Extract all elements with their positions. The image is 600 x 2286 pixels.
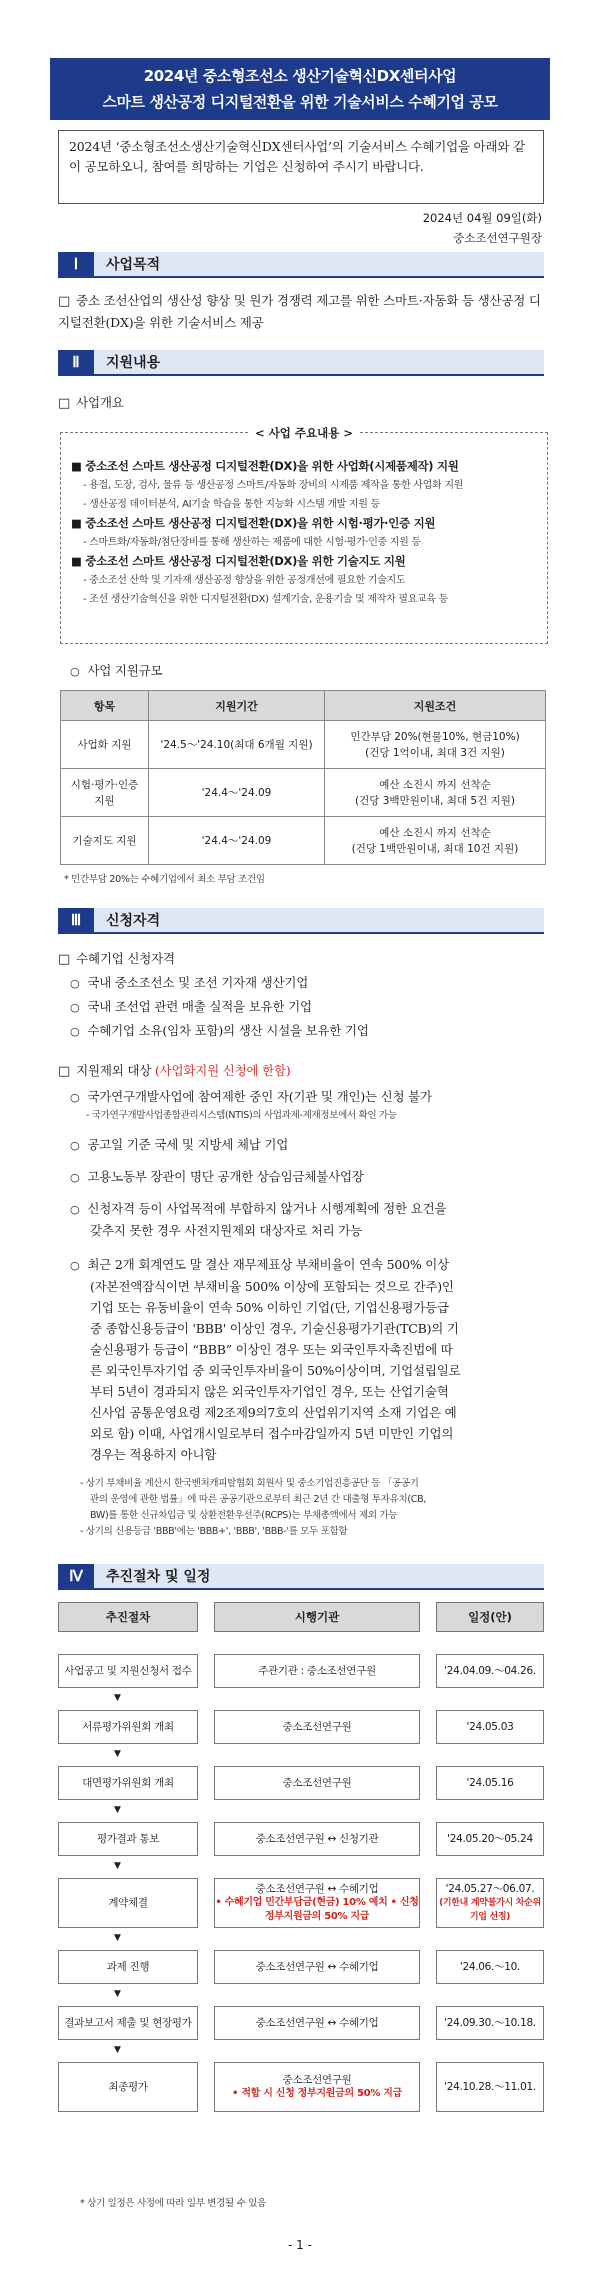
flow-header-cell: 일정(안) [436,1602,544,1632]
purpose-text: 중소 조선산업의 생산성 향상 및 원가 경쟁력 제고를 위한 스마트·자동화 등 생산공정 디지털전환(DX)을 위한 기술서비스 제공 [58,293,541,330]
section-title: 지원내용 [94,350,544,374]
flow-cell-text: 계약체결 [108,1897,148,1909]
circle-bullet-icon: ○ [70,1001,80,1014]
down-arrow-icon: ▼ [114,1989,121,1999]
flow-cell-text: 과제 진행 [106,1961,150,1973]
flow-schedule-cell [436,2006,544,2040]
flow-cell-text: 중소조선연구원 ↔ 수혜기업 [255,1883,379,1895]
summary-item-head: ■ 중소조선 스마트 생산공정 디지털전환(DX)을 위한 사업화(시제품제작) 지원 [71,459,459,473]
flow-step-cell [58,1766,198,1800]
down-arrow-icon: ▼ [114,2045,121,2055]
table-header-cell: 항목 [61,691,149,721]
table-note: * 민간부담 20%는 수혜기업에서 최소 부담 조건임 [64,874,265,885]
debt-rule-line: 른 외국인투자기업 중 외국인투자비율이 50%이상이며, 기업설립일로 [90,1363,461,1378]
exclusion-item-text: 고용노동부 장관이 명단 공개한 상습임금체불사업장 [87,1169,364,1184]
table-row [61,817,546,865]
debt-rule-line: 부터 5년이 경과되지 않은 외국인투자기업인 경우, 또는 산업기술혁 [90,1384,449,1399]
exclusion-item [70,1086,432,1108]
flow-agency-cell [214,2006,420,2040]
circle-bullet-icon: ○ [70,977,80,990]
eligibility-label [58,948,175,970]
issuing-organization: 중소조선연구원장 [453,231,542,245]
section-header-support [58,350,544,376]
page-number: - 1 - [288,2238,312,2252]
down-arrow-icon: ▼ [114,1861,121,1871]
flow-cell-subtext: • 적합 시 신청 정부지원금의 50% 지급 [232,2088,402,2099]
section-header-purpose [58,252,544,278]
flow-step-cell [58,1822,198,1856]
exclusion-label [58,1060,291,1082]
flow-cell-text: 중소조선연구원 [282,1721,352,1733]
flow-cell-text: '24.05.03 [466,1721,514,1733]
section-number: Ⅳ [58,1564,94,1588]
flow-cell-text: 사업공고 및 지원신청서 접수 [64,1665,192,1677]
purpose-paragraph [58,290,544,333]
summary-item-sub: - 스마트화/자동화/첨단장비를 통해 생산하는 제품에 대한 시험·평가·인증 지원 등 [83,537,421,548]
table-header-cell: 지원기간 [149,691,325,721]
summary-item-sub: - 중소조선 산학 및 기자재 생산공정 향상을 위한 공정개선에 필요한 기술지도 [83,575,406,586]
debt-rule-line: 기업 또는 유동비율이 연속 50% 이하인 기업(단, 기업신용평가등급 [90,1300,449,1315]
table-header-cell: 지원조건 [325,691,546,721]
flow-cell-subtext: (기한내 계약불가시 차순위 기업 선정) [439,1898,541,1922]
exclusion-item-text: 공고일 기준 국세 및 지방세 체납 기업 [87,1137,289,1152]
table-cell-period: '24.4～'24.09 [149,817,325,865]
flow-schedule-cell [436,1950,544,1984]
exclusion-item-text: 갖추지 못한 경우 사전지원제외 대상자로 처리 가능 [90,1223,363,1238]
section-header-procedure [58,1564,544,1590]
flow-cell-text: 중소조선연구원 ↔ 신청기관 [255,1833,379,1845]
flow-cell-text: '24.05.16 [466,1777,514,1789]
flow-step-cell [58,1654,198,1688]
circle-bullet-icon: ○ [70,1025,80,1038]
exclusion-label-text: 지원제외 대상 [76,1063,152,1078]
summary-item-sub: - 생산공정 데이터분석, AI기술 학습을 통한 지능화 시스템 개발 지원 등 [83,499,380,510]
section-title: 신청자격 [94,908,544,932]
summary-list [71,457,537,609]
eligibility-item-text: 국내 조선업 관련 매출 실적을 보유한 기업 [87,999,312,1014]
flow-agency-cell [214,1950,420,1984]
summary-item-head: ■ 중소조선 스마트 생산공정 디지털전환(DX)을 위한 기술지도 지원 [71,554,406,568]
table-cell-condition [325,721,546,769]
summary-item-sub: - 조선 생산기술혁신을 위한 디지털전환(DX) 설계기술, 운용기술 및 제작자 필요교육 등 [83,594,449,605]
circle-bullet-icon: ○ [70,665,80,678]
flow-header-cell: 추진절차 [58,1602,198,1632]
table-cell-item: 시험·평가·인증 지원 [61,769,149,817]
flow-agency-cell [214,1654,420,1688]
exclusion-item [70,1166,364,1188]
debt-note [80,1476,550,1540]
support-table [60,690,546,865]
flow-cell-text: 대면평가위원회 개최 [82,1777,174,1789]
table-cell-condition [325,817,546,865]
debt-rule-line: 신사업 공통운영요령 제2조제9의7호의 산업위기지역 소재 기업은 예 [90,1405,457,1420]
table-cell-condition [325,769,546,817]
flow-cell-text: 중소조선연구원 [282,2074,352,2086]
flow-header-cell: 시행기관 [214,1602,420,1632]
circle-bullet-icon: ○ [70,1171,80,1184]
condition-line: (건당 1백만원이내, 최대 10건 지원) [351,842,519,855]
flow-cell-text: 중소조선연구원 [282,1777,352,1789]
debt-note-line: 관의 운영에 관한 법률」에 따른 공공기관으로부터 최근 2년 간 대출형 투자유치(CB, [90,1494,427,1505]
flow-agency-cell [214,2062,420,2112]
section-number: Ⅰ [58,252,94,276]
flow-step-cell [58,2006,198,2040]
flow-cell-text: 중소조선연구원 ↔ 수혜기업 [255,2017,379,2029]
table-cell-period: '24.5～'24.10(최대 6개월 지원) [149,721,325,769]
flow-agency-cell [214,1710,420,1744]
flow-schedule-cell [436,1878,544,1928]
title-banner [50,58,550,120]
condition-line: (건당 3백만원이내, 최대 5건 지원) [355,794,515,807]
flow-cell-text: 서류평가위원회 개최 [82,1721,174,1733]
debt-note-line: BW)를 통한 신규차입금 및 상환전환우선주(RCPS)는 부채총액에서 제외 가능 [90,1510,398,1521]
flow-schedule-cell [436,1766,544,1800]
flow-agency-cell [214,1766,420,1800]
section-number: Ⅲ [58,908,94,932]
flow-agency-cell [214,1878,420,1928]
flow-step-cell [58,1950,198,1984]
announcement-date: 2024년 04월 09일(화) [422,211,542,225]
flow-cell-text: '24.05.27～06.07. [445,1883,535,1895]
debt-rule-line: 최근 2개 회계연도 말 결산 재무제표상 부채비율이 연속 500% 이상 [87,1257,450,1272]
condition-line: 예산 소진시 까지 선착순 [379,826,491,839]
debt-rule-line: 경우는 적용하지 아니함 [90,1447,217,1462]
exclusion-item-debt [70,1254,550,1465]
exclusion-condition: (사업화지원 신청에 한함) [154,1063,291,1078]
down-arrow-icon: ▼ [114,1805,121,1815]
scale-label-text: 사업 지원규모 [87,663,163,678]
eligibility-label-text: 수혜기업 신청자격 [76,951,175,966]
flow-cell-text: 중소조선연구원 ↔ 수혜기업 [255,1961,379,1973]
flow-cell-text: '24.10.28.～11.01. [444,2081,536,2093]
flow-step-cell [58,2062,198,2112]
scale-label [70,660,162,682]
summary-caption-text: < 사업 주요내용 > [249,426,359,440]
condition-line: 민간부담 20%(현물10%, 현금10%) [350,730,520,743]
flow-cell-text: '24.09.30.～10.18. [444,2017,536,2029]
table-cell-item: 기술지도 지원 [61,817,149,865]
flow-schedule-cell [436,1654,544,1688]
checkbox-square-icon: □ [58,1064,71,1079]
circle-bullet-icon: ○ [70,1139,80,1152]
summary-item-sub: - 용접, 도장, 검사, 물류 등 생산공정 스마트/자동화 장비의 시제품 제작을 통한 사업화 지원 [83,480,464,491]
debt-rule-line: 술신용평가 등급이 “BBB” 이상인 경우 또는 외국인투자촉진법에 따 [90,1342,453,1357]
checkbox-square-icon: □ [58,396,71,411]
eligibility-item-text: 수혜기업 소유(임차 포함)의 생산 시설을 보유한 기업 [87,1023,369,1038]
eligibility-item-text: 국내 중소조선소 및 조선 기자재 생산기업 [87,975,309,990]
circle-bullet-icon: ○ [70,1203,80,1216]
overview-label-text: 사업개요 [76,395,124,410]
condition-line: (건당 1억이내, 최대 3건 지원) [365,746,505,759]
summary-box [60,426,548,644]
flow-step-cell [58,1878,198,1928]
flow-cell-text: 평가결과 통보 [96,1833,160,1845]
intro-box [58,130,544,204]
debt-rule-line: 외로 함) 이때, 사업개시일로부터 접수마감일까지 5년 미만인 기업의 [90,1426,454,1441]
section-title: 사업목적 [94,252,544,276]
flow-cell-text: 결과보고서 제출 및 현장평가 [64,2017,192,2029]
eligibility-item [70,972,308,994]
exclusion-item-text: 국가연구개발사업에 참여제한 중인 자(기관 및 개인)는 신청 불가 [87,1089,432,1104]
section-title: 추진절차 및 일정 [94,1564,544,1588]
flow-schedule-cell [436,1710,544,1744]
flow-cell-text: 주관기관 : 중소조선연구원 [258,1665,376,1677]
exclusion-item-text: 신청자격 등이 사업목적에 부합하지 않거나 시행계획에 정한 요건을 [87,1201,447,1216]
down-arrow-icon: ▼ [114,1933,121,1943]
eligibility-item [70,1020,369,1042]
table-cell-period: '24.4～'24.09 [149,769,325,817]
debt-note-line: - 상기의 신용등급 'BBB'에는 'BBB+', 'BBB', 'BBB-'를 모두 포함함 [80,1526,348,1537]
section-number: Ⅱ [58,350,94,374]
overview-label [58,392,124,414]
down-arrow-icon: ▼ [114,1749,121,1759]
checkbox-square-icon: □ [58,294,71,309]
flow-cell-text: '24.06.～10. [459,1961,521,1973]
flow-cell-text: '24.04.09.～04.26. [444,1665,536,1677]
debt-note-line: - 상기 부채비율 계산시 한국벤처캐피탈협회 회원사 및 중소기업진흥공단 등 「공공기 [80,1478,419,1489]
condition-line: 예산 소진시 까지 선착순 [379,778,491,791]
table-header-row [61,691,546,721]
summary-caption [61,425,547,441]
down-arrow-icon: ▼ [114,1693,121,1703]
exclusion-note: - 국가연구개발사업종합관리시스템(NTIS)의 사업과제-제재정보에서 확인 가능 [86,1110,397,1121]
checkbox-square-icon: □ [58,952,71,967]
exclusion-item [70,1198,544,1241]
debt-rule-line: (자본전액잠식이면 부채비율 500% 이상에 포함되는 것으로 간주)인 [90,1279,454,1294]
title-line-2: 스마트 생산공정 디지털전환을 위한 기술서비스 수혜기업 공모 [102,93,498,111]
flow-cell-subtext: • 수혜기업 민간부담금(현금) 10% 예치 • 신청 정부지원금의 50% 지급 [215,1897,419,1922]
flow-step-cell [58,1710,198,1744]
table-row [61,721,546,769]
flow-schedule-cell [436,1822,544,1856]
flow-agency-cell [214,1822,420,1856]
schedule-note: * 상기 일정은 사정에 따라 일부 변경될 수 있음 [80,2198,266,2209]
flow-cell-text: 최종평가 [108,2081,148,2093]
flow-cell-text: '24.05.20～05.24 [447,1833,533,1845]
circle-bullet-icon: ○ [70,1259,80,1272]
section-header-eligibility [58,908,544,934]
summary-item-head: ■ 중소조선 스마트 생산공정 디지털전환(DX)을 위한 시험·평가·인증 지원 [71,516,436,530]
table-cell-item: 사업화 지원 [61,721,149,769]
debt-rule-line: 중 종합신용등급이 'BBB' 이상인 경우, 기술신용평가기관(TCB)의 기 [90,1321,459,1336]
intro-text: 2024년 ‘중소형조선소생산기술혁신DX센터사업’의 기술서비스 수혜기업을 아래와 같이 공모하오니, 참여를 희망하는 기업은 신청하여 주시기 바랍니다. [69,139,525,174]
circle-bullet-icon: ○ [70,1091,80,1104]
table-row [61,769,546,817]
title-line-1: 2024년 중소형조선소 생산기술혁신DX센터사업 [143,67,457,85]
exclusion-item [70,1134,288,1156]
eligibility-item [70,996,312,1018]
flow-schedule-cell [436,2062,544,2112]
